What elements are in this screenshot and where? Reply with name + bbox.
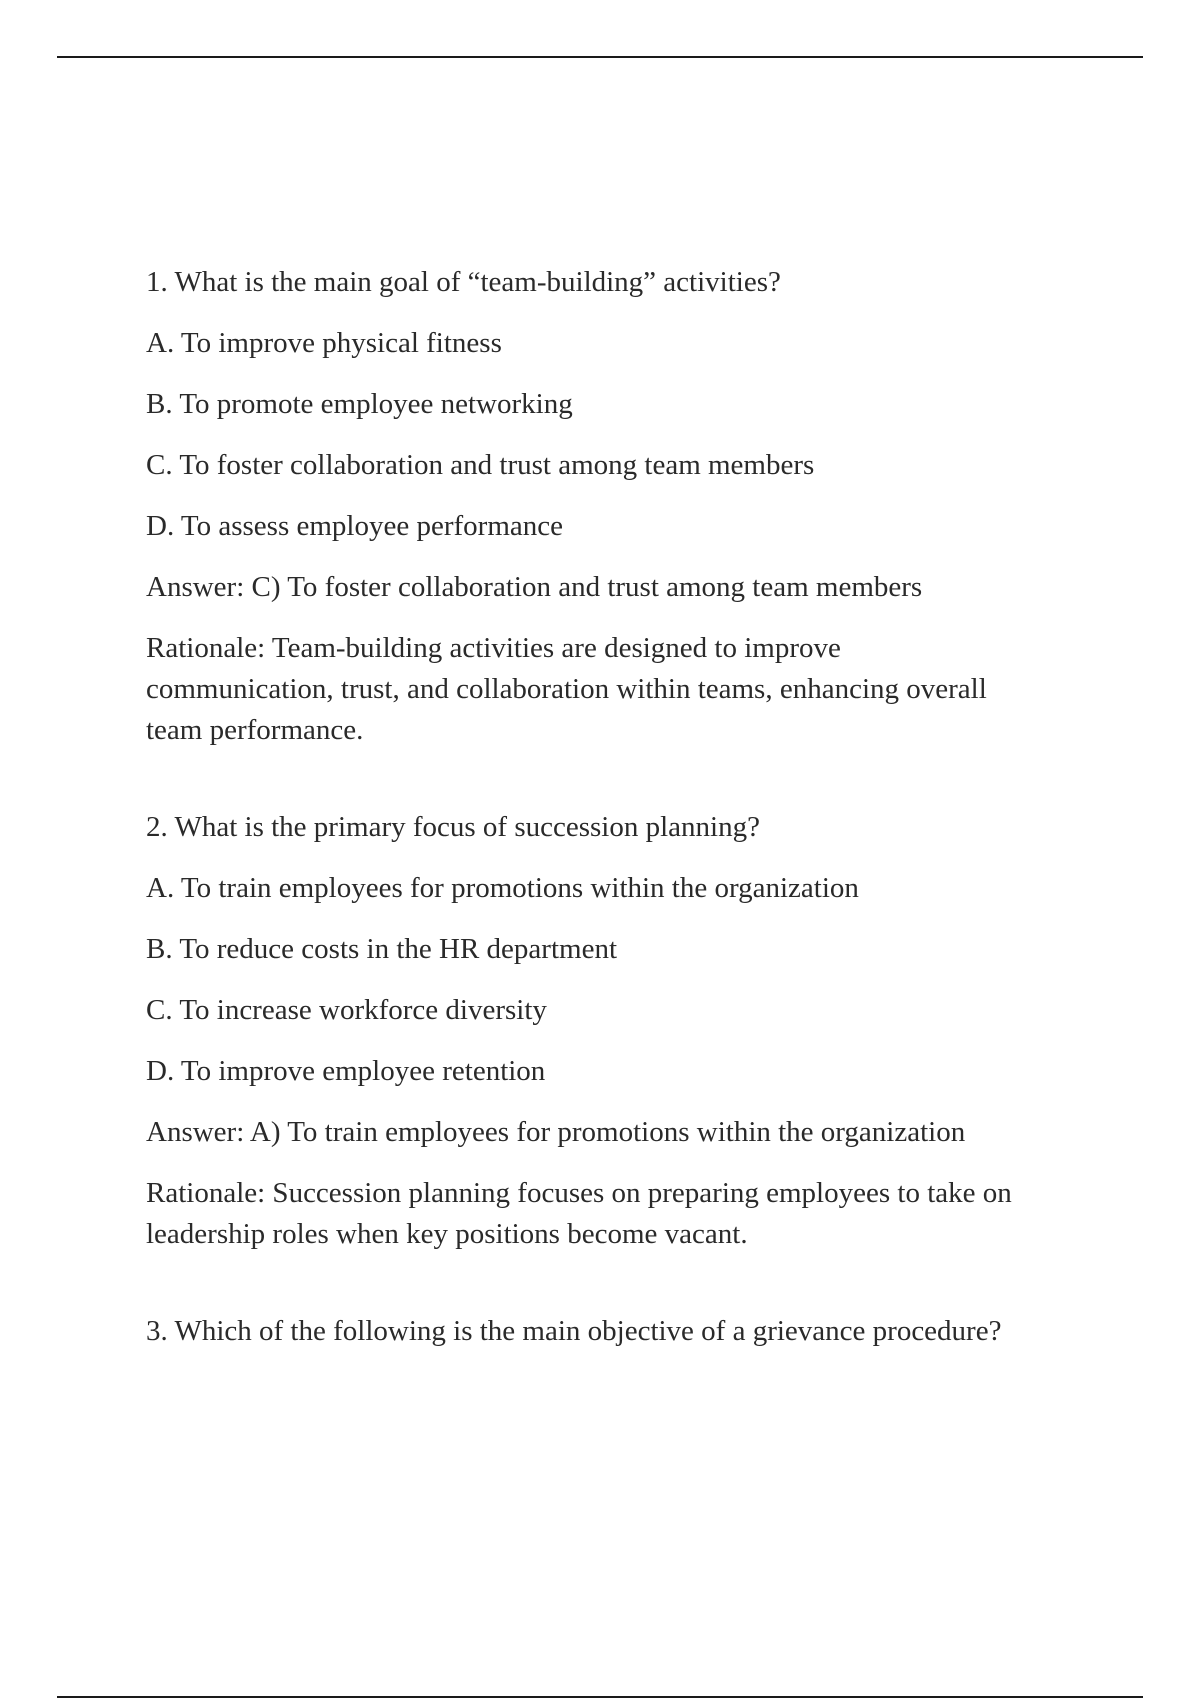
- answer-line: Answer: C) To foster collaboration and trust among team members: [146, 571, 923, 603]
- option-a: A. To improve physical fitness: [146, 327, 502, 359]
- question-stem: 3. Which of the following is the main objective of a grievance procedure?: [146, 1315, 1002, 1347]
- top-rule: [57, 56, 1143, 58]
- option-d: D. To assess employee performance: [146, 510, 563, 542]
- answer-line: Answer: A) To train employees for promotions within the organization: [146, 1116, 966, 1148]
- question-stem: 1. What is the main goal of “team-building” activities?: [146, 266, 781, 298]
- option-c: C. To increase workforce diversity: [146, 994, 547, 1026]
- option-b: B. To promote employee networking: [146, 388, 573, 420]
- option-c: C. To foster collaboration and trust among team members: [146, 449, 815, 481]
- rationale: Rationale: Team-building activities are designed to improve communication, trust, and collaboration within teams, enhancing overall team performance.: [146, 632, 987, 746]
- option-b: B. To reduce costs in the HR department: [146, 933, 617, 965]
- question-3: [146, 1311, 1106, 1352]
- rationale: Rationale: Succession planning focuses on preparing employees to take on leadership roles when key positions become vacant.: [146, 1177, 1012, 1250]
- bottom-rule: [57, 1696, 1143, 1698]
- question-stem: 2. What is the primary focus of succession planning?: [146, 811, 760, 843]
- option-d: D. To improve employee retention: [146, 1055, 546, 1087]
- document-body: [146, 262, 1106, 1408]
- question-1: [146, 262, 1106, 751]
- option-a: A. To train employees for promotions within the organization: [146, 872, 859, 904]
- question-2: [146, 807, 1106, 1255]
